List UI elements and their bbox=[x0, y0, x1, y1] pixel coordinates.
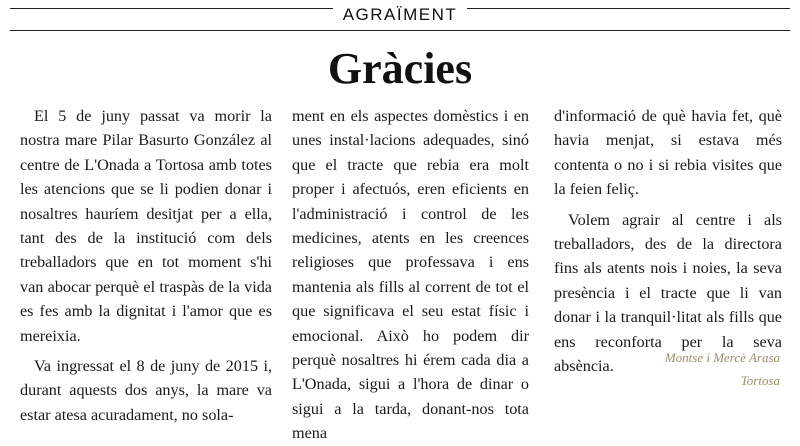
signature-place: Tortosa bbox=[740, 373, 780, 388]
paragraph: El 5 de juny passat va morir la nostra mare Pilar Basurto González al centre de L'Onada a Tortosa amb totes les atencions que se li podien donar i nosaltres hauríem desitjat per a ella, tant des de la institució com dels treballadors que en tot moment s'hi van abocar perquè el traspàs de la vida es fes amb la dignitat i l'amor que es mereixia. bbox=[20, 107, 272, 345]
text-column-3 bbox=[554, 104, 782, 378]
paragraph: ment en els aspectes domèstics i en unes instal·lacions adequades, sinó que el tracte que rebia era molt proper i afectuós, eren eficients en l'administració i control de les medicines, atents en les creences religioses que professava i ens mantenia als fills al corrent de tot el que significava el seu estat físic i emocional. Això ho podem dir perquè nosaltres hi érem cada dia a L'Onada, sigui a l'hora de dinar o sigui a la tarda, donant-nos tota mena bbox=[292, 107, 529, 443]
paragraph: Va ingressat el 8 de juny de 2015 i, durant aquests dos anys, la mare va estar atesa acuradament, no sola- bbox=[20, 357, 272, 424]
header-rule-bottom bbox=[10, 30, 790, 31]
section-label bbox=[0, 5, 800, 25]
headline: Gràcies bbox=[327, 44, 473, 93]
paragraph: d'informació de què havia fet, què havia menjat, si estava més contenta o no i si rebia visites que la feien feliç. bbox=[554, 107, 782, 199]
text-column-1 bbox=[20, 104, 272, 427]
text-column-2 bbox=[292, 104, 529, 446]
paragraph: Volem agrair al centre i als treballadors, des de la directora fins als atents nois i noies, la seva presència i el tracte que li van donar i la tranquil·litat als fills que ens reconforta per la seva absència. bbox=[554, 210, 782, 376]
section-label-text: AGRAÏMENT bbox=[333, 5, 468, 24]
signature-name: Montse i Mercè Arasa bbox=[664, 350, 780, 365]
